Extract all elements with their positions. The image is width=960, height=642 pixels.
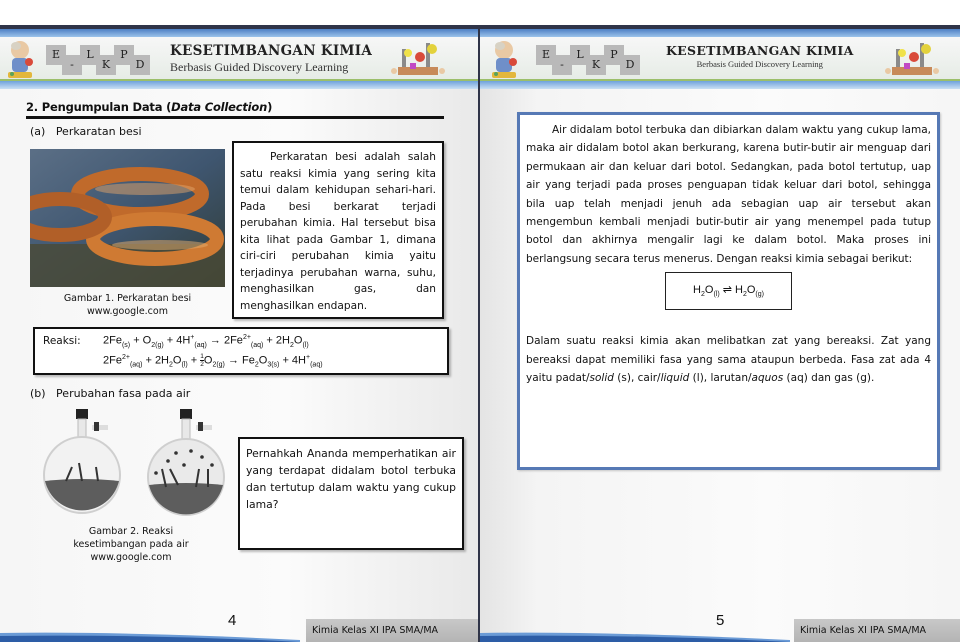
section-title-prefix: 2. Pengumpulan Data ( [26,100,172,114]
subsection-b-heading: (b) Perubahan fasa pada air [30,387,191,400]
logo-tile: D [130,55,150,75]
page-5 [480,25,960,642]
logo-tile: - [62,55,82,75]
logo-tile: P [604,45,624,65]
header-subtitle: Berbasis Guided Discovery Learning [170,60,349,74]
logo-tile: D [620,55,640,75]
lab-equipment-icon [388,39,448,79]
logo-tile: E [536,45,556,65]
reaction-box [33,327,449,375]
figure-1-source: www.google.com [87,306,168,317]
figure-2-source: www.google.com [90,552,172,563]
header-title: KESETIMBANGAN KIMIA [666,43,854,58]
explanation-paragraph-1: Air didalam botol terbuka dan dibiarkan dalam waktu yang cukup lama, maka air didalam botol akan berkurang, karena butir-butir air menguap dari permukaan air dan keluar dari botol. Sedangkan, pada botol tertutup, uap air yang terjadi pada proses penguapan tidak keluar dari botol, sehingga bila uap telah menjadi jenuh ada sebagian uap air tersebut akan mengembun kembali menjadi butir-butir air yang menempel pada tutup botol dan akhirnya mengalir lagi ke dalam botol. Maka proses ini berlangsung secara terus menerus. Dengan reaksi kimia sebagai berikut: [526,124,931,265]
page-4 [0,25,478,642]
explanation-paragraph-2: Dalam suatu reaksi kimia akan melibatkan zat yang bereaksi. Zat yang bereaksi dapat memiliki fasa yang sama ataupun berbeda. Fasa zat ada 4 yaitu padat/solid (s), cair/liquid (l), larutan/aquos (aq) dan gas (g). [526,335,931,385]
logo-tile: L [570,45,590,65]
rusty-chain-photo [30,149,225,287]
logo-tile: P [114,45,134,65]
figure-2-title-line1: Gambar 2. Reaksi [88,526,174,537]
logo-tile: - [552,55,572,75]
reaction-equation-2: $2Fe^{2+}_{(aq)} + 2H_2O_{(l)}$ + $\frac{1}{2}$ $O_{2(g)} \to Fe_2O_{3(s)} + 4H^+_{(aq)}$ [103,353,323,369]
page-number: 4 [228,612,237,629]
page-number: 5 [716,612,725,629]
logo-tile: E [46,45,66,65]
explanation-box [517,112,940,470]
figure-1-caption [40,292,215,318]
elkpd-logo [46,43,164,77]
figure-1-title: Gambar 1. Perkaratan besi [63,293,192,304]
water-equilibrium-equation: $H_2O_{(l)}$ ⇌ $H_2O_{(g)}$ [665,272,792,310]
figure-2-caption [56,525,206,564]
elkpd-logo [536,43,654,77]
reaction-label: Reaksi: [43,335,81,347]
logo-tile: K [586,55,606,75]
lab-equipment-icon [882,39,942,79]
logo-tile: K [96,55,116,75]
scientist-mascot-icon [488,38,520,80]
footer-label: Kimia Kelas XI IPA SMA/MA [306,619,478,642]
banner-top-bar [480,29,960,37]
header-brand [170,43,372,75]
subsection-a-heading: (a) Perkaratan besi [30,125,142,138]
scientist-mascot-icon [4,38,36,80]
section-title [26,100,444,119]
header-title: KESETIMBANGAN KIMIA [170,43,373,59]
section-title-suffix: ) [267,100,273,114]
footer-label: Kimia Kelas XI IPA SMA/MA [794,619,960,642]
banner-bottom-bar [480,81,960,89]
question-box [238,437,464,550]
open-flask-icon [44,409,120,513]
banner-bottom-bar [0,81,478,89]
header-brand [666,43,854,69]
header-banner [480,29,960,89]
rust-paragraph: Perkaratan besi adalah salah satu reaksi kimia yang sering kita temui dalam kehidupan sehari-hari. Pada besi berkarat terjadi perubahan kimia. Hal tersebut bisa kita lihat pada Gambar 1, dimana ciri-ciri perubahan kimia yaitu terjadinya perubahan warna, suhu, menghasilkan gas, dan menghasilkan endapan. [240,151,436,312]
section-title-italic: Data Collection [171,100,268,114]
reaction-equation-1: $2Fe_{(s)} + O_{2(g)} + 4H^+_{(aq)} \to 2Fe^{2+}_{(aq)} + 2H_2O_{(l)}$ [103,334,309,349]
flask-illustration [36,405,236,520]
figure-2-title-line2: kesetimbangan pada air [73,539,189,550]
banner-top-bar [0,29,478,37]
logo-tile: L [80,45,100,65]
header-banner [0,29,478,89]
rust-explanation-box [232,141,444,319]
question-text: Pernahkah Ananda memperhatikan air yang terdapat didalam botol terbuka dan tertutup dalam waktu yang cukup lama? [246,447,456,511]
closed-flask-icon [148,409,224,515]
header-subtitle: Berbasis Guided Discovery Learning [696,59,823,69]
half-fraction: $\frac{1}{2}$ [200,353,204,368]
